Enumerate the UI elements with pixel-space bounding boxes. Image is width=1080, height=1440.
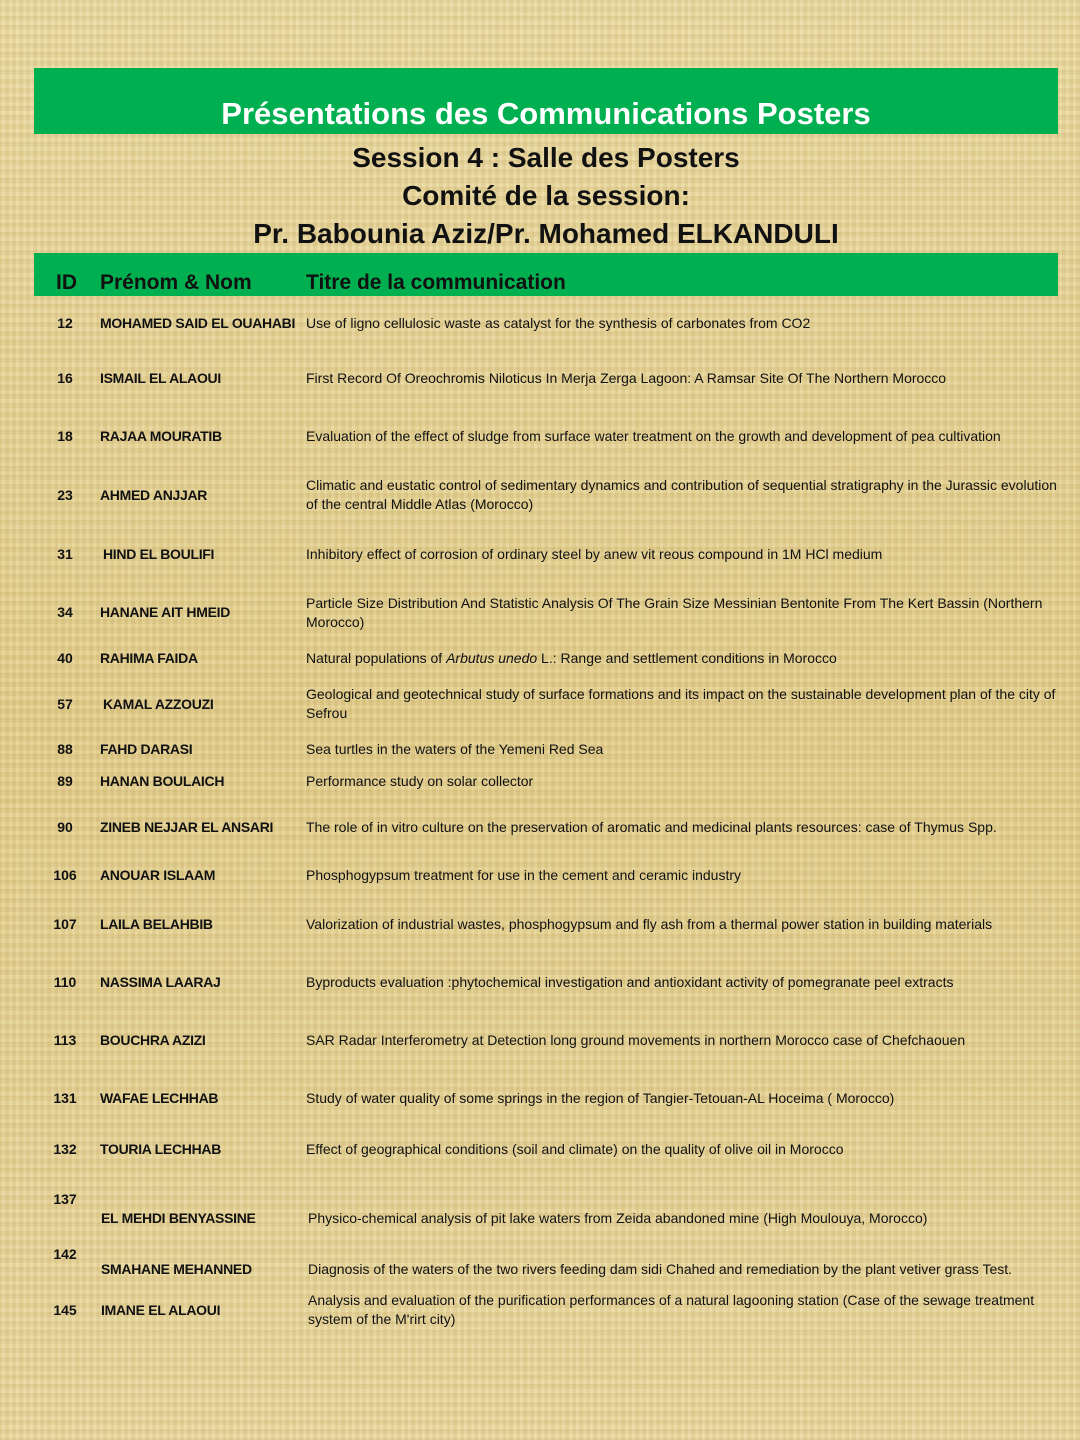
row-name: RAHIMA FAIDA bbox=[100, 650, 198, 666]
row-title: The role of in vitro culture on the preservation of aromatic and medicinal plants resources: case of Thymus Spp. bbox=[306, 819, 997, 835]
row-name: MOHAMED SAID EL OUAHABI bbox=[100, 315, 296, 331]
row-name: SMAHANE MEHANNED bbox=[101, 1261, 252, 1277]
table-header bbox=[34, 253, 1058, 296]
row-name: ANOUAR ISLAAM bbox=[100, 867, 216, 883]
header-id: ID bbox=[56, 271, 77, 294]
row-name: KAMAL AZZOUZI bbox=[103, 696, 214, 712]
row-title: Climatic and eustatic control of sedimentary dynamics and contribution of sequential stratigraphy in the Jurassic evolution of the central Middle Atlas (Morocco) bbox=[306, 477, 1057, 512]
row-title: Byproducts evaluation :phytochemical investigation and antioxidant activity of pomegranate peel extracts bbox=[306, 974, 954, 990]
row-title: First Record Of Oreochromis Niloticus In Merja Zerga Lagoon: A Ramsar Site Of The Northern Morocco bbox=[306, 370, 947, 386]
row-title: Valorization of industrial wastes, phosphogypsum and fly ash from a thermal power station in building materials bbox=[306, 916, 993, 932]
row-id: 137 bbox=[53, 1191, 77, 1207]
row-id: 132 bbox=[53, 1141, 77, 1157]
row-title: Analysis and evaluation of the purification performances of a natural lagooning station (Case of the sewage treatment system of the M'rirt city) bbox=[308, 1292, 1035, 1327]
row-name: LAILA BELAHBIB bbox=[100, 916, 213, 932]
row-id: 90 bbox=[57, 819, 73, 835]
title-text: L.: Range and settlement conditions in Morocco bbox=[537, 650, 837, 666]
row-name: FAHD DARASI bbox=[100, 741, 193, 757]
row-title: Study of water quality of some springs in the region of Tangier-Tetouan-AL Hoceima ( Morocco) bbox=[306, 1090, 895, 1106]
row-id: 131 bbox=[53, 1090, 77, 1106]
row-title: Phosphogypsum treatment for use in the cement and ceramic industry bbox=[306, 867, 741, 883]
row-title bbox=[306, 649, 1066, 668]
row-name: TOURIA LECHHAB bbox=[100, 1141, 222, 1157]
row-name: WAFAE LECHHAB bbox=[100, 1090, 219, 1106]
row-title: Effect of geographical conditions (soil and climate) on the quality of olive oil in Morocco bbox=[306, 1141, 844, 1157]
row-name: ISMAIL EL ALAOUI bbox=[100, 370, 221, 386]
row-id: 89 bbox=[57, 773, 73, 789]
row-id: 88 bbox=[57, 741, 73, 757]
row-title: Inhibitory effect of corrosion of ordinary steel by anew vit reous compound in 1M HCl medium bbox=[306, 546, 883, 562]
row-id: 57 bbox=[57, 696, 73, 712]
row-id: 34 bbox=[57, 604, 73, 620]
row-title: Use of ligno cellulosic waste as catalyst for the synthesis of carbonates from CO2 bbox=[306, 315, 811, 331]
row-id: 31 bbox=[57, 546, 73, 562]
row-title: Geological and geotechnical study of surface formations and its impact on the sustainable development plan of the city of Sefrou bbox=[306, 686, 1056, 721]
row-name: AHMED ANJJAR bbox=[100, 487, 208, 503]
row-name: ZINEB NEJJAR EL ANSARI bbox=[100, 819, 274, 835]
row-title: SAR Radar Interferometry at Detection long ground movements in northern Morocco case of Chefchaouen bbox=[306, 1032, 966, 1048]
row-name: BOUCHRA AZIZI bbox=[100, 1032, 206, 1048]
title-banner bbox=[34, 68, 1058, 134]
row-name: HANANE AIT HMEID bbox=[100, 604, 231, 620]
row-id: 16 bbox=[57, 370, 73, 386]
row-name: RAJAA MOURATIB bbox=[100, 428, 222, 444]
row-title: Particle Size Distribution And Statistic Analysis Of The Grain Size Messinian Bentonite From The Kert Bassin (Northern Morocco) bbox=[306, 595, 1043, 630]
row-id: 40 bbox=[57, 650, 73, 666]
row-name: HANAN BOULAICH bbox=[100, 773, 225, 789]
row-title: Evaluation of the effect of sludge from surface water treatment on the growth and development of pea cultivation bbox=[306, 428, 1001, 444]
committee-members: Pr. Babounia Aziz/Pr. Mohamed ELKANDULI bbox=[253, 218, 839, 249]
committee-label: Comité de la session: bbox=[402, 180, 690, 211]
row-id: 113 bbox=[53, 1032, 77, 1048]
row-id: 18 bbox=[57, 428, 73, 444]
row-name: HIND EL BOULIFI bbox=[103, 546, 215, 562]
row-name: EL MEHDI BENYASSINE bbox=[101, 1210, 256, 1226]
row-id: 110 bbox=[53, 974, 77, 990]
title-text: Natural populations of bbox=[306, 650, 447, 666]
header-name: Prénom & Nom bbox=[100, 271, 252, 294]
session-title: Session 4 : Salle des Posters bbox=[352, 142, 740, 173]
row-id: 142 bbox=[53, 1246, 77, 1262]
row-id: 145 bbox=[53, 1302, 77, 1318]
banner-title: Présentations des Communications Posters bbox=[221, 96, 871, 131]
row-name: IMANE EL ALAOUI bbox=[101, 1302, 221, 1318]
row-title: Sea turtles in the waters of the Yemeni Red Sea bbox=[306, 741, 604, 757]
row-name: NASSIMA LAARAJ bbox=[100, 974, 221, 990]
row-id: 107 bbox=[53, 916, 77, 932]
row-title: Performance study on solar collector bbox=[306, 773, 534, 789]
row-title: Physico-chemical analysis of pit lake waters from Zeida abandoned mine (High Moulouya, Morocco) bbox=[308, 1210, 928, 1226]
header-title: Titre de la communication bbox=[306, 271, 566, 294]
species-name: Arbutus unedo bbox=[446, 650, 538, 666]
row-title: Diagnosis of the waters of the two rivers feeding dam sidi Chahed and remediation by the plant vetiver grass Test. bbox=[308, 1261, 1013, 1277]
row-id: 23 bbox=[57, 487, 73, 503]
row-id: 106 bbox=[53, 867, 77, 883]
row-id: 12 bbox=[57, 315, 73, 331]
